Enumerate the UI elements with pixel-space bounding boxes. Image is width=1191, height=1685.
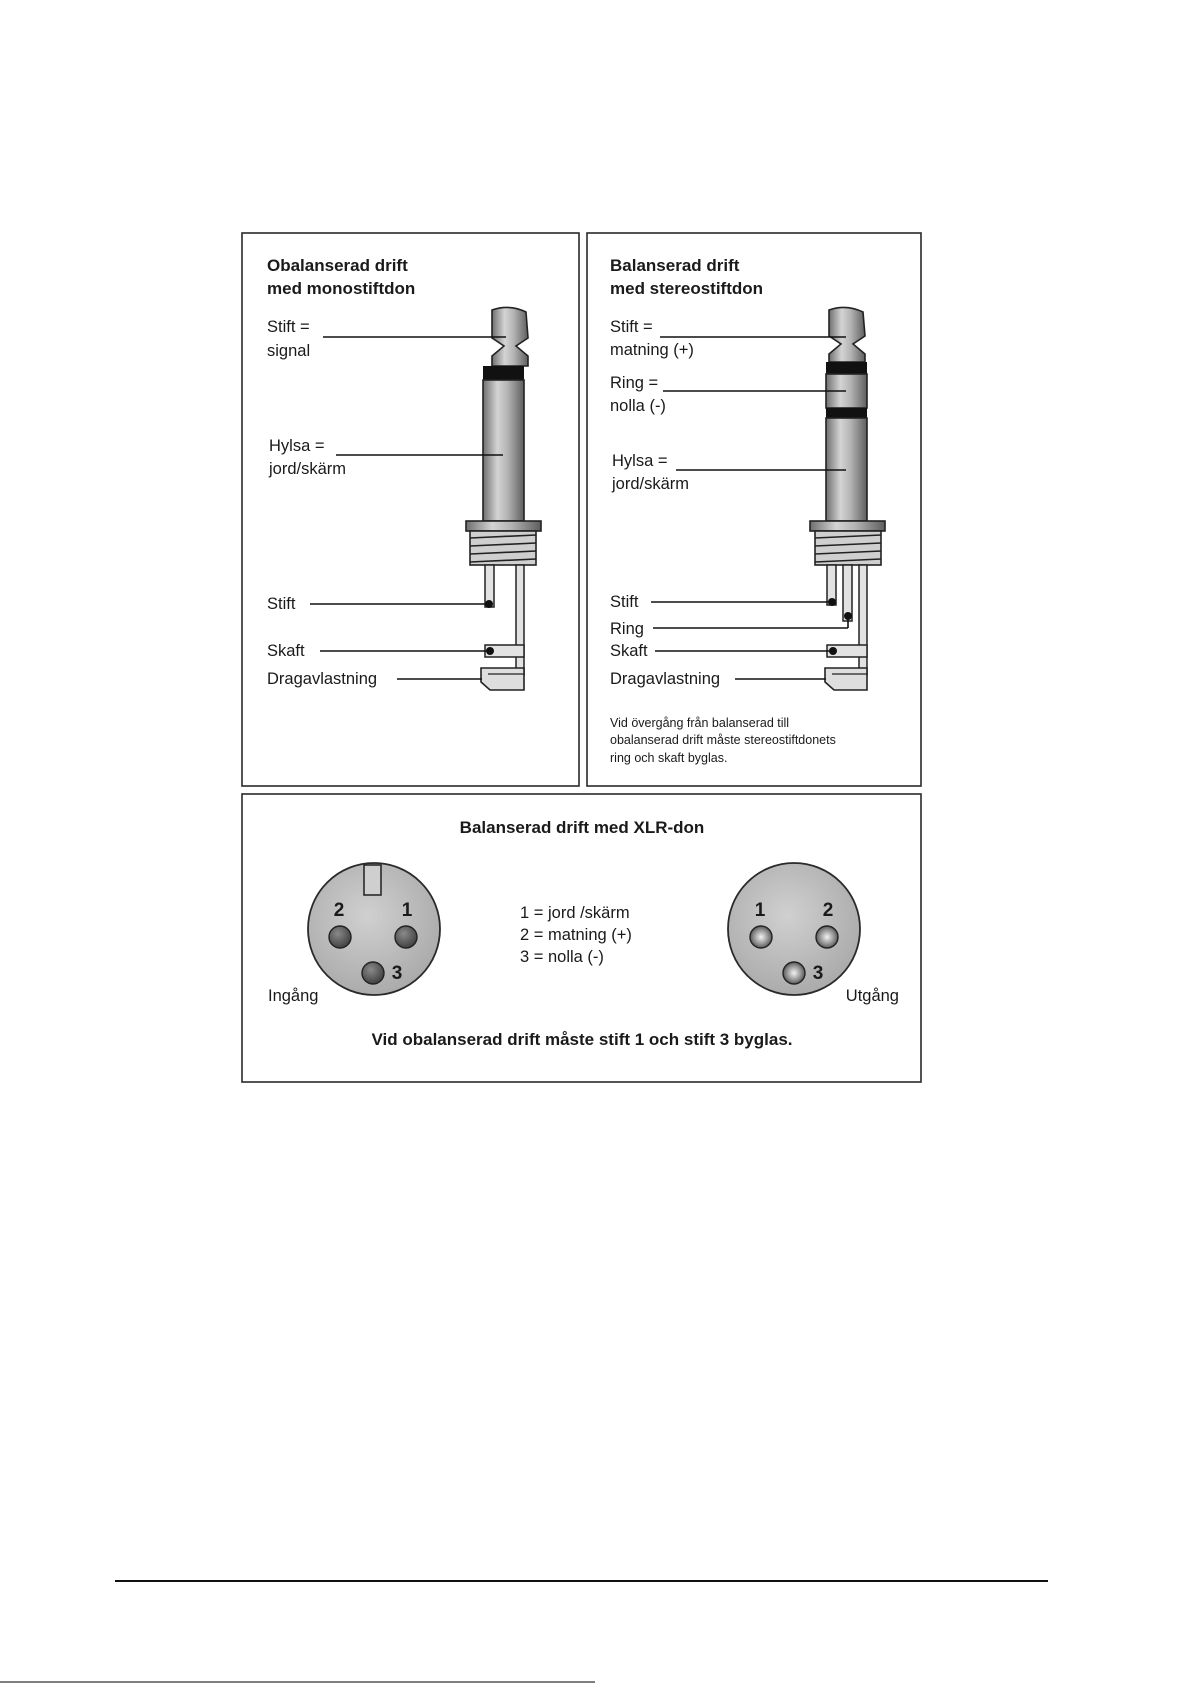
mono-tip-wire-label: Stift — [267, 595, 296, 613]
stereo-title-line1: Balanserad drift — [610, 256, 740, 275]
xlr-input-pin-3-label: 3 — [391, 963, 403, 984]
stereo-tip — [829, 307, 865, 362]
stereo-tip-wire-label: Stift — [610, 593, 639, 611]
mono-strain-relief-label: Dragavlastning — [267, 670, 378, 688]
xlr-output-pin-1 — [750, 926, 772, 948]
xlr-input-pin-2-label: 2 — [333, 900, 345, 921]
xlr-legend-1: 1 = jord /skärm — [520, 904, 630, 922]
xlr-footer-note: Vid obalanserad drift måste stift 1 och stift 3 byglas. — [371, 1030, 793, 1049]
xlr-output-label: Utgång — [845, 987, 899, 1005]
xlr-output-pin-1-label: 1 — [754, 900, 766, 921]
stereo-note-line1: Vid övergång från balanserad till — [610, 716, 790, 730]
mono-shaft-label: Skaft — [267, 642, 305, 660]
stereo-title-line2: med stereostiftdon — [610, 279, 764, 298]
mono-panel-frame — [242, 233, 579, 786]
mono-sleeve-label-line2: jord/skärm — [269, 460, 347, 478]
stereo-strain-relief-label: Dragavlastning — [610, 670, 721, 688]
xlr-output-pin-3 — [783, 962, 805, 984]
stereo-ring-label-line1: Ring = — [610, 374, 659, 392]
stereo-shaft-lug — [859, 565, 867, 675]
mono-strain-relief — [481, 668, 524, 690]
xlr-input-socket-3 — [362, 962, 384, 984]
stereo-collar — [810, 521, 885, 531]
stereo-sleeve-label-line1: Hylsa = — [612, 452, 668, 470]
stereo-thread — [815, 531, 881, 565]
stereo-tip-label-line2: matning (+) — [610, 341, 694, 359]
stereo-insulator-1 — [826, 362, 867, 374]
mono-title-line2: med monostiftdon — [267, 279, 416, 298]
stereo-ring-wire-label: Ring — [610, 620, 644, 638]
xlr-input-connector — [308, 863, 440, 995]
xlr-input-key-tab — [364, 865, 381, 895]
xlr-input-pin-1-label: 1 — [401, 900, 413, 921]
xlr-input-socket-2 — [329, 926, 351, 948]
xlr-output-pin-2-label: 2 — [822, 900, 834, 921]
xlr-input-label: Ingång — [268, 987, 319, 1005]
stereo-note-line3: ring och skaft byglas. — [610, 751, 728, 765]
xlr-output-pin-2 — [816, 926, 838, 948]
xlr-output-connector — [728, 863, 860, 995]
xlr-title: Balanserad drift med XLR-don — [459, 818, 705, 837]
mono-tip-label-line2: signal — [267, 342, 311, 360]
stereo-strain-relief — [825, 668, 867, 690]
mono-plug-panel — [242, 233, 579, 786]
stereo-sleeve-label-line2: jord/skärm — [612, 475, 690, 493]
stereo-insulator-2 — [826, 408, 867, 418]
xlr-input-socket-1 — [395, 926, 417, 948]
mono-sleeve — [483, 380, 524, 521]
mono-insulator-ring — [483, 366, 524, 380]
xlr-legend-2: 2 = matning (+) — [520, 926, 632, 944]
stereo-ring-label-line2: nolla (-) — [610, 397, 666, 415]
mono-tip-label-line1: Stift = — [267, 318, 310, 336]
mono-thread — [470, 531, 536, 565]
mono-sleeve-label-line1: Hylsa = — [269, 437, 325, 455]
stereo-shaft-label: Skaft — [610, 642, 648, 660]
mono-collar — [466, 521, 541, 531]
xlr-legend-3: 3 = nolla (-) — [520, 948, 604, 966]
mono-shaft-lug — [516, 565, 524, 675]
stereo-note-line2: obalanserad drift måste stereostiftdonets — [610, 733, 836, 747]
stereo-tip-label-line1: Stift = — [610, 318, 653, 336]
xlr-output-pin-3-label: 3 — [812, 963, 824, 984]
xlr-panel — [242, 794, 921, 1082]
mono-title-line1: Obalanserad drift — [267, 256, 408, 275]
stereo-plug-panel — [587, 233, 921, 786]
stereo-panel-frame — [587, 233, 921, 786]
